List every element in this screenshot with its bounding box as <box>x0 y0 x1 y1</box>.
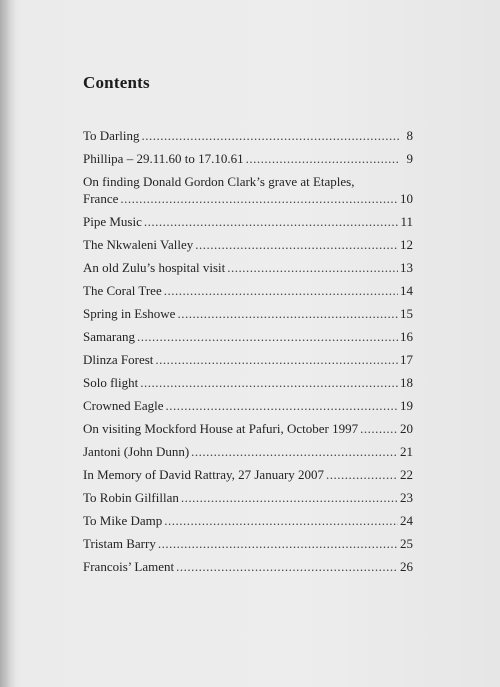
dot-leader <box>144 213 399 230</box>
toc-entry <box>83 236 413 253</box>
toc-entry-page: 12 <box>400 237 413 252</box>
toc-entry-title: Phillipa – 29.11.60 to 17.10.61 <box>83 151 244 166</box>
toc-entry-title-continued: France <box>83 191 119 206</box>
dot-leader <box>227 259 398 276</box>
toc-entry-page: 23 <box>400 490 413 505</box>
dot-leader <box>176 558 398 575</box>
toc-entry-title: Solo flight <box>83 375 139 390</box>
dot-leader <box>120 190 398 207</box>
toc-entry-title: Jantoni (John Dunn) <box>83 444 190 459</box>
toc-entry-title: Samarang <box>83 329 135 344</box>
toc-entry-title: Tristam Barry <box>83 536 156 551</box>
toc-entry <box>83 173 413 207</box>
toc-entry <box>83 213 413 230</box>
dot-leader <box>246 150 399 167</box>
toc-entry <box>83 328 413 345</box>
toc-entry-title: To Robin Gilfillan <box>83 490 179 505</box>
dot-leader <box>195 236 398 253</box>
toc-entry <box>83 305 413 322</box>
dot-leader <box>137 328 398 345</box>
toc-entry-page: 16 <box>400 329 413 344</box>
toc-entry-page: 25 <box>400 536 413 551</box>
toc-entry <box>83 558 413 575</box>
toc-entry <box>83 374 413 391</box>
page-title: Contents <box>83 73 150 92</box>
dot-leader <box>164 512 398 529</box>
toc-entry <box>83 420 413 437</box>
toc-entry-page: 18 <box>400 375 413 390</box>
toc-entry-page: 17 <box>400 352 413 367</box>
toc-entry-title: Crowned Eagle <box>83 398 164 413</box>
toc-entry-title: Dlinza Forest <box>83 352 154 367</box>
toc-entry-title: An old Zulu’s hospital visit <box>83 260 226 275</box>
toc-entry-page: 15 <box>400 306 413 321</box>
toc-entry-title: In Memory of David Rattray, 27 January 2007 <box>83 467 325 482</box>
toc-entry-page: 22 <box>400 467 413 482</box>
dot-leader <box>140 374 398 391</box>
toc-entry-page: 9 <box>406 151 413 166</box>
toc-entry-page: 13 <box>400 260 413 275</box>
toc-entry-title: Spring in Eshowe <box>83 306 176 321</box>
toc-entry-page: 10 <box>400 191 413 206</box>
toc-entry-title: To Darling <box>83 128 140 143</box>
toc-entry-title: On visiting Mockford House at Pafuri, October 1997 <box>83 421 359 436</box>
toc-entry-title: The Coral Tree <box>83 283 162 298</box>
toc-entry-title: Francois’ Lament <box>83 559 175 574</box>
dot-leader <box>158 535 398 552</box>
toc-entry-title: Pipe Music <box>83 214 142 229</box>
toc-entry <box>83 282 413 299</box>
dot-leader <box>166 397 398 414</box>
toc-entry-page: 14 <box>400 283 413 298</box>
toc-entry-page: 19 <box>400 398 413 413</box>
toc-entry <box>83 127 413 144</box>
dot-leader <box>326 466 398 483</box>
toc-entry <box>83 466 413 483</box>
table-of-contents <box>83 127 413 581</box>
toc-entry <box>83 150 413 167</box>
toc-entry <box>83 535 413 552</box>
dot-leader <box>155 351 398 368</box>
toc-entry <box>83 259 413 276</box>
toc-entry-title: To Mike Damp <box>83 513 163 528</box>
toc-entry <box>83 443 413 460</box>
toc-entry-title: On finding Donald Gordon Clark’s grave at Etaples, <box>83 174 355 189</box>
dot-leader <box>164 282 398 299</box>
dot-leader <box>360 420 398 437</box>
dot-leader <box>142 127 400 144</box>
toc-entry-page: 21 <box>400 444 413 459</box>
toc-entry <box>83 489 413 506</box>
toc-entry-page: 20 <box>400 421 413 436</box>
toc-entry-page: 8 <box>406 128 413 143</box>
toc-entry-page: 26 <box>400 559 413 574</box>
toc-entry <box>83 351 413 368</box>
toc-entry <box>83 512 413 529</box>
toc-entry-page: 11 <box>400 214 413 229</box>
dot-leader <box>191 443 398 460</box>
toc-entry-title: The Nkwaleni Valley <box>83 237 194 252</box>
dot-leader <box>177 305 398 322</box>
toc-entry-page: 24 <box>400 513 413 528</box>
dot-leader <box>181 489 398 506</box>
spine-shadow <box>0 0 16 687</box>
toc-entry <box>83 397 413 414</box>
